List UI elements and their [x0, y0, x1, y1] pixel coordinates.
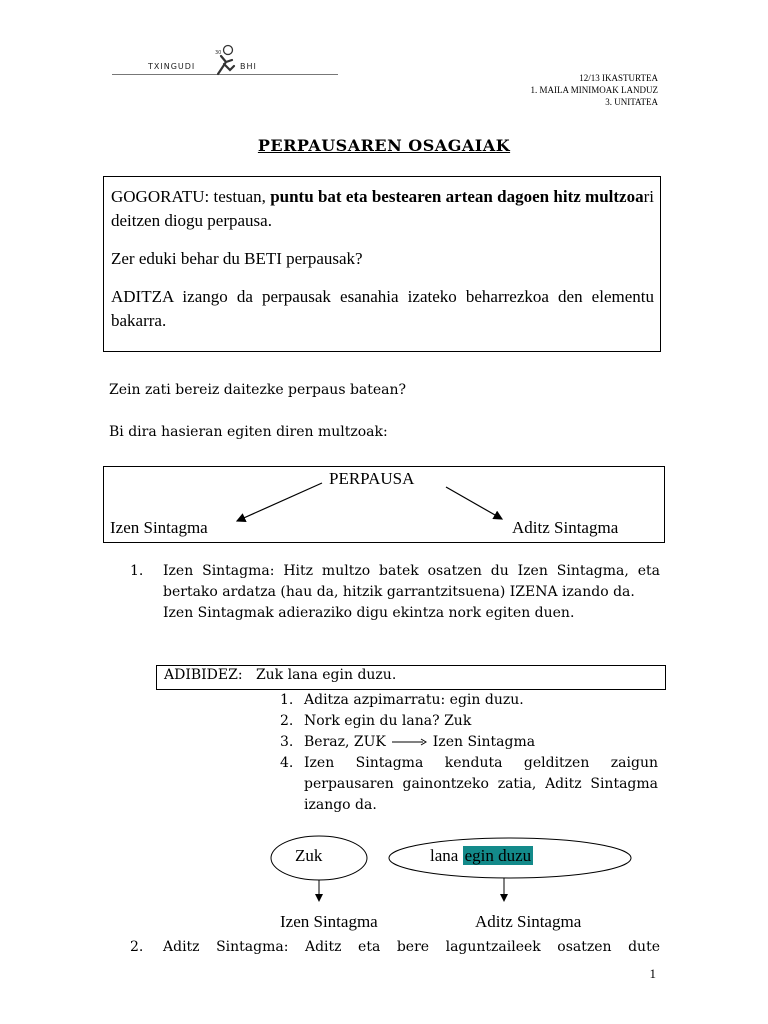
arrow-left — [237, 483, 322, 521]
list-item-2-text: Aditz Sintagma: Aditz eta bere laguntzaileek osatzen dute — [163, 939, 660, 955]
diagram-right-label: Aditz Sintagma — [512, 518, 619, 537]
list-item-1-note: Izen Sintagmak adieraziko digu ekintza nork egiten duen. — [163, 605, 575, 621]
step-2-number: 2. — [280, 713, 294, 729]
header-line3: 3. UNITATEA — [605, 97, 658, 107]
page-number: 1 — [649, 966, 656, 981]
example-box — [156, 665, 666, 690]
remember-paragraph-2: Zer eduki behar du BETI perpausak? — [111, 249, 363, 268]
step-2 — [280, 711, 658, 732]
question-2: Bi dira hasieran egiten diren multzoak: — [109, 424, 388, 440]
header-line2: 1. MAILA MINIMOAK LANDUZ — [530, 85, 658, 95]
header-info — [531, 72, 659, 108]
logo-right-text: BHI — [240, 62, 257, 71]
highlighted-verb: egin duzu — [464, 846, 532, 865]
right-ellipse-text — [430, 846, 533, 866]
list-item-2 — [130, 937, 660, 958]
diagram-arrows — [104, 467, 666, 544]
school-logo-icon — [208, 44, 240, 78]
remember-p1-a: GOGORATU: testuan, — [111, 187, 271, 206]
steps-list — [280, 690, 658, 816]
step-1-text: Aditza azpimarratu: egin duzu. — [304, 692, 524, 708]
remember-p1-bold: puntu bat eta bestearen artean dagoen hitz multzoa — [270, 187, 644, 206]
step-2-text: Nork egin du lana? Zuk — [304, 713, 472, 729]
step-3-text-a: Beraz, ZUK — [304, 734, 386, 750]
step-1 — [280, 690, 658, 711]
remember-p1-c: ri deitzen diogu perpausa. — [111, 187, 654, 230]
remember-paragraph-1 — [111, 185, 654, 233]
diagram-top-label: PERPAUSA — [329, 469, 415, 488]
right-ellipse-text-a: lana — [430, 846, 459, 865]
example-sentence: Zuk lana egin duzu. — [255, 667, 397, 683]
list-item-1-number: 1. — [130, 563, 144, 579]
remember-paragraph-3: ADITZA izango da perpausak esanahia izateko beharrezkoa den elementu bakarra. — [111, 287, 654, 330]
step-4 — [280, 753, 658, 816]
right-label: Aditz Sintagma — [475, 912, 582, 931]
step-4-text: Izen Sintagma kenduta gelditzen zaigun perpausaren gainontzeko zatia, Aditz Sintagma izango da. — [304, 755, 658, 813]
example-diagram — [0, 830, 768, 940]
list-item-1-text: Izen Sintagma: Hitz multzo batek osatzen du Izen Sintagma, eta bertako ardatza (hau da, hitzik garrantzitsuena) IZENA izando da. — [163, 563, 660, 600]
school-logo — [112, 44, 338, 80]
example-label: ADIBIDEZ: — [164, 667, 243, 683]
list-item-1 — [130, 561, 660, 624]
logo-left-text: TXINGUDI — [148, 62, 196, 71]
arrow-right — [446, 487, 502, 519]
question-1: Zein zati bereiz daitezke perpaus batean? — [109, 382, 407, 398]
page-title: PERPAUSAREN OSAGAIAK — [257, 136, 511, 155]
left-ellipse-text: Zuk — [295, 846, 323, 865]
step-4-number: 4. — [280, 755, 294, 771]
remember-box — [103, 176, 661, 352]
step-3-number: 3. — [280, 734, 294, 750]
step-3-text-b: Izen Sintagma — [432, 734, 536, 750]
left-label: Izen Sintagma — [280, 912, 378, 931]
step-3 — [280, 732, 658, 753]
step-1-number: 1. — [280, 692, 294, 708]
right-arrow-icon — [390, 737, 428, 747]
sentence-diagram-box — [103, 466, 665, 543]
example-diagram-shapes — [0, 830, 768, 940]
header-line1: 12/13 IKASTURTEA — [579, 73, 658, 83]
diagram-left-label: Izen Sintagma — [110, 518, 208, 537]
list-item-1-body — [163, 561, 660, 624]
list-item-2-number: 2. — [130, 939, 144, 955]
logo-mark-text: 30 — [215, 50, 222, 56]
